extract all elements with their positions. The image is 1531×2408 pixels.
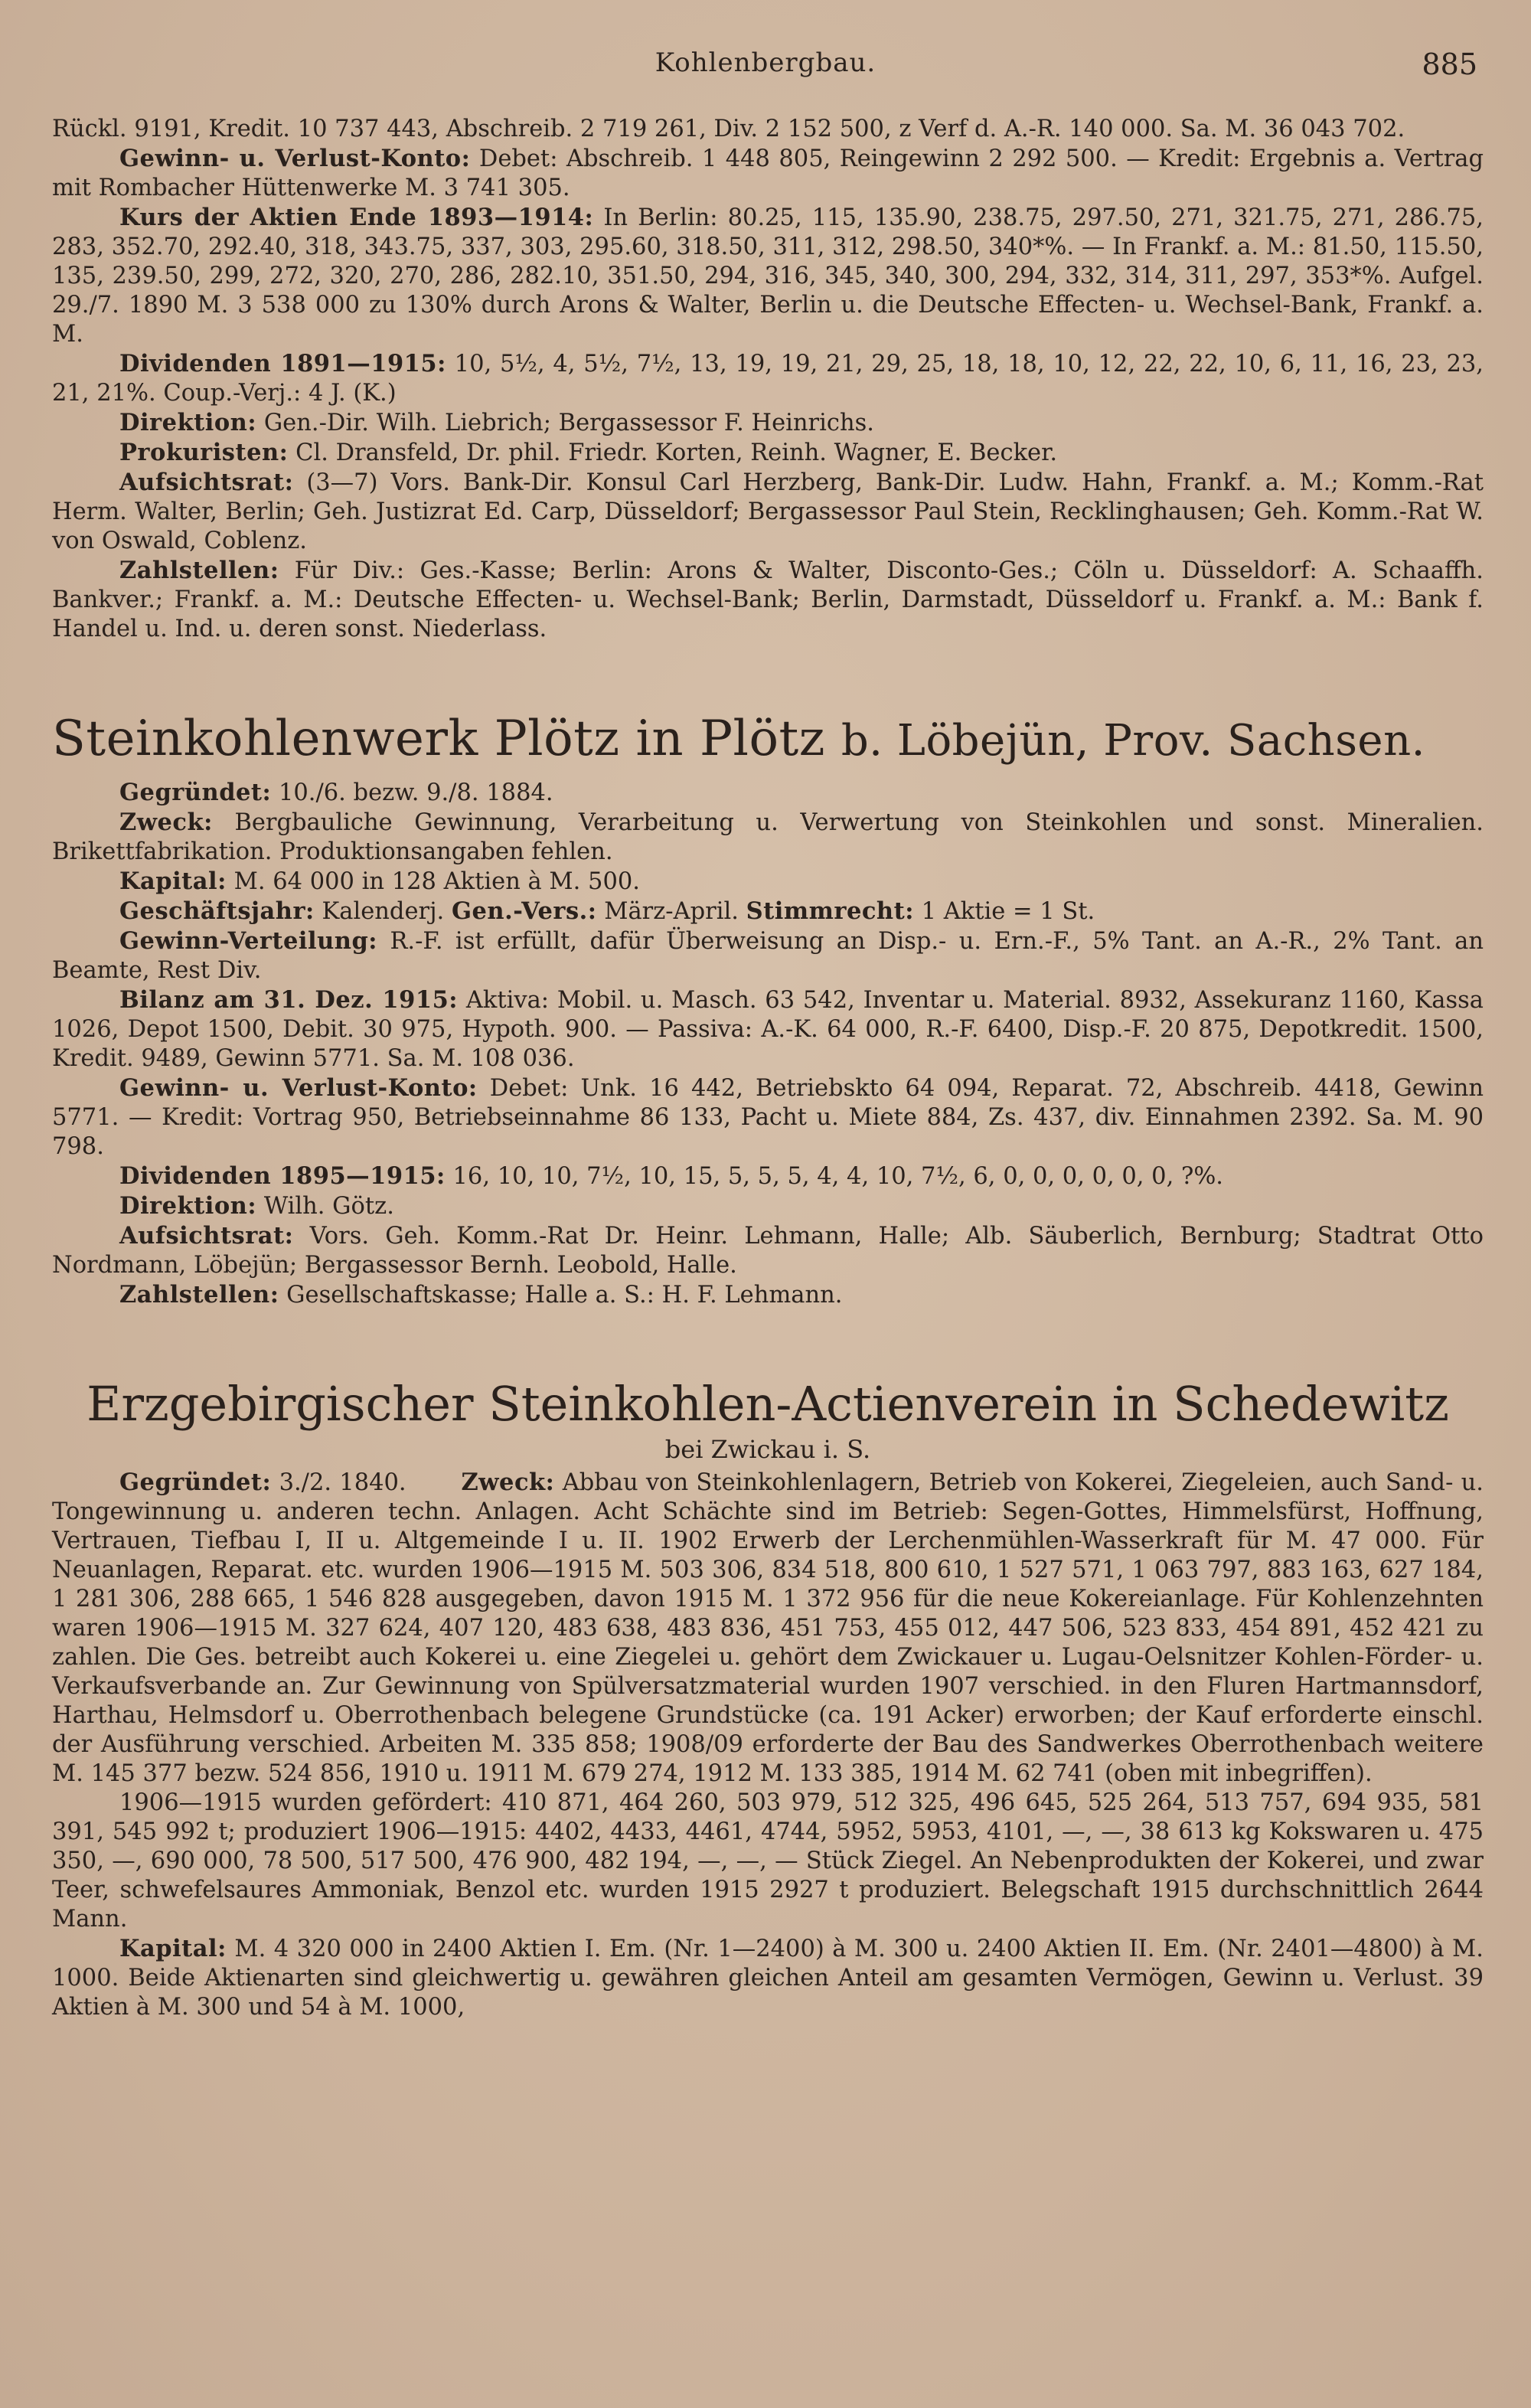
company-name: Steinkohlenwerk Plötz in Plötz	[52, 711, 825, 767]
section2-kapital: Kapital: M. 64 000 in 128 Aktien à M. 500.	[119, 867, 640, 895]
section2-gegruendet: Gegründet: 10./6. bezw. 9./8. 1884.	[119, 779, 553, 806]
running-title: Kohlenbergbau.	[655, 47, 876, 78]
section1-share-prices: Kurs der Aktien Ende 1893—1914: In Berlin: 80.25, 115, 135.90, 238.75, 297.50, 271, 321.75, 271, 286.75, 283, 352.70, 292.40, 318, 343.75, 337, 303, 295.60, 318.50, 311, 312, 298.50, 340*%. — In Frankf. a. M.: 81.50, 115.50, 135, 239.50, 299, 272, 320, 270, 286, 282.10, 351.50, 294, 316, 345, 340, 300, 294, 332, 314, 311, 297, 353*%. Aufgel. 29./7. 1890 M. 3 538 000 zu 130% durch Arons & Walter, Berlin u. die Deutsche Effecten- u. Wechsel-Bank, Frankf. a. M.	[52, 204, 1484, 348]
company-sublocation: bei Zwickau i. S.	[664, 1435, 871, 1464]
section1-prokuristen: Prokuristen: Cl. Dransfeld, Dr. phil. Friedr. Korten, Reinh. Wagner, E. Becker.	[119, 439, 1058, 466]
section2-geschaeftsjahr: Geschäftsjahr: Kalenderj. Gen.-Vers.: März-April. Stimmrecht: 1 Aktie = 1 St.	[119, 897, 1095, 925]
page-header	[0, 47, 1531, 93]
company-heading-ploetz	[52, 708, 1484, 772]
section2-gewinn-verteilung: Gewinn-Verteilung: R.-F. ist erfüllt, dafür Überweisung an Disp.- u. Ern.-F., 5% Tant. an A.-R., 2% Tant. an Beamte, Rest Div.	[52, 927, 1484, 984]
section3-production: 1906—1915 wurden gefördert: 410 871, 464 260, 503 979, 512 325, 496 645, 525 264, 513 757, 694 935, 581 391, 545 992 t; produziert 1906—1915: 4402, 4433, 4461, 4744, 5952, 5953, 4101, —, —, 38 613 kg Kokswaren u. 475 350, —, 690 000, 78 500, 517 500, 476 900, 482 194, —, —, — Stück Ziegel. An Nebenprodukten der Kokerei, und zwar Teer, schwefelsaures Ammoniak, Benzol etc. wurden 1915 2927 t produziert. Belegschaft 1915 durchschnittlich 2644 Mann.	[52, 1789, 1484, 1933]
section1-aufsichtsrat: Aufsichtsrat: (3—7) Vors. Bank-Dir. Konsul Carl Herzberg, Bank-Dir. Ludw. Hahn, Frankf. a. M.; Komm.-Rat Herm. Walter, Berlin; Geh. Justizrat Ed. Carp, Düsseldorf; Bergassessor Paul Stein, Recklinghausen; Geh. Komm.-Rat W. von Oswald, Coblenz.	[52, 469, 1484, 554]
section2-bilanz: Bilanz am 31. Dez. 1915: Aktiva: Mobil. u. Masch. 63 542, Inventar u. Material. 8932, Assekuranz 1160, Kassa 1026, Depot 1500, Debit. 30 975, Hypoth. 900. — Passiva: A.-K. 64 000, R.-F. 6400, Disp.-F. 20 875, Depotkredit. 1500, Kredit. 9489, Gewinn 5771. Sa. M. 108 036.	[52, 986, 1484, 1072]
section2-direktion: Direktion: Wilh. Götz.	[119, 1192, 394, 1220]
section1-balance-continuation: Rückl. 9191, Kredit. 10 737 443, Abschreib. 2 719 261, Div. 2 152 500, z Verf d. A.-R. 140 000. Sa. M. 36 043 702.	[52, 116, 1405, 142]
company-heading-schedewitz: Erzgebirgischer Steinkohlen-Actienverein in Schedewitz	[87, 1376, 1449, 1432]
section2-zweck: Zweck: Bergbauliche Gewinnung, Verarbeitung u. Verwertung von Steinkohlen und sonst. Mineralien. Brikettfabrikation. Produktionsangaben fehlen.	[52, 809, 1484, 865]
section3-gegruendet-zweck: Gegründet: 3./2. 1840. Zweck: Abbau von Steinkohlenlagern, Betrieb von Kokerei, Ziegeleien, auch Sand- u. Tongewinnung u. anderen techn. Anlagen. Acht Schächte sind im Betrieb: Segen-Gottes, Himmelsfürst, Hoffnung, Vertrauen, Tiefbau I, II u. Altgemeinde I u. II. 1902 Erwerb der Lerchenmühlen-Wasserkraft für M. 47 000. Für Neuanlagen, Reparat. etc. wurden 1906—1915 M. 503 306, 834 518, 800 610, 1 527 571, 1 063 797, 883 163, 627 184, 1 281 306, 288 665, 1 546 828 ausgegeben, davon 1915 M. 1 372 956 für die neue Kokereianlage. Für Kohlenzehnten waren 1906—1915 M. 327 624, 407 120, 483 638, 483 836, 451 753, 455 012, 447 506, 523 833, 454 891, 452 421 zu zahlen. Die Ges. betreibt auch Kokerei u. eine Ziegelei u. gehört dem Zwickauer u. Lugau-Oelsnitzer Kohlen-Förder- u. Verkaufsverbande an. Zur Gewinnung von Spülversatzmaterial wurden 1907 verschied. in den Fluren Hartmannsdorf, Harthau, Helmsdorf u. Oberrothenbach belegene Grundstücke (ca. 191 Acker) erworben; der Kauf erforderte einschl. der Ausführung verschied. Arbeiten M. 335 858; 1908/09 erforderte der Bau des Sandwerkes Oberrothenbach weitere M. 145 377 bezw. 524 856, 1910 u. 1911 M. 679 274, 1912 M. 133 385, 1914 M. 62 741 (oben mit inbegriffen).	[52, 1469, 1484, 1787]
section3-kapital: Kapital: M. 4 320 000 in 2400 Aktien I. Em. (Nr. 1—2400) à M. 300 u. 2400 Aktien II. Em. (Nr. 2401—4800) à M. 1000. Beide Aktienarten sind gleichwertig u. gewähren gleichen Anteil am gesamten Vermögen, Gewinn u. Verlust. 39 Aktien à M. 300 und 54 à M. 1000,	[52, 1935, 1484, 2021]
company-location: b. Löbejün, Prov. Sachsen.	[841, 716, 1425, 766]
section1-profit-loss: Gewinn- u. Verlust-Konto: Debet: Abschreib. 1 448 805, Reingewinn 2 292 500. — Kredit: Ergebnis a. Vertrag mit Rombacher Hüttenwerke M. 3 741 305.	[52, 145, 1484, 201]
section2-profit-loss: Gewinn- u. Verlust-Konto: Debet: Unk. 16 442, Betriebskto 64 094, Reparat. 72, Abschreib. 4418, Gewinn 5771. — Kredit: Vortrag 950, Betriebseinnahme 86 133, Pacht u. Miete 884, Zs. 437, div. Einnahmen 2392. Sa. M. 90 798.	[52, 1074, 1484, 1160]
section1-dividends: Dividenden 1891—1915: 10, 5½, 4, 5½, 7½, 13, 19, 19, 21, 29, 25, 18, 18, 10, 12, 22, 22, 10, 6, 11, 16, 23, 23, 21, 21%. Coup.-Verj.: 4 J. (K.)	[52, 350, 1484, 407]
section2-aufsichtsrat: Aufsichtsrat: Vors. Geh. Komm.-Rat Dr. Heinr. Lehmann, Halle; Alb. Säuberlich, Bernburg; Stadtrat Otto Nordmann, Löbejün; Bergassessor Bernh. Leobold, Halle.	[52, 1222, 1484, 1279]
page-content	[52, 115, 1484, 2022]
section2-zahlstellen: Zahlstellen: Gesellschaftskasse; Halle a. S.: H. F. Lehmann.	[119, 1281, 843, 1309]
section1-zahlstellen: Zahlstellen: Für Div.: Ges.-Kasse; Berlin: Arons & Walter, Disconto-Ges.; Cöln u. Düsseldorf: A. Schaaffh. Bankver.; Frankf. a. M.: Deutsche Effecten- u. Wechsel-Bank; Berlin, Darmstadt, Düsseldorf u. Frankf. a. M.: Bank f. Handel u. Ind. u. deren sonst. Niederlass.	[52, 557, 1484, 642]
section1-direktion: Direktion: Gen.-Dir. Wilh. Liebrich; Bergassessor F. Heinrichs.	[119, 409, 874, 436]
page-number: 885	[1422, 47, 1477, 81]
section2-dividenden: Dividenden 1895—1915: 16, 10, 10, 7½, 10, 15, 5, 5, 5, 4, 4, 10, 7½, 6, 0, 0, 0, 0, 0, 0, ?%.	[119, 1162, 1224, 1190]
